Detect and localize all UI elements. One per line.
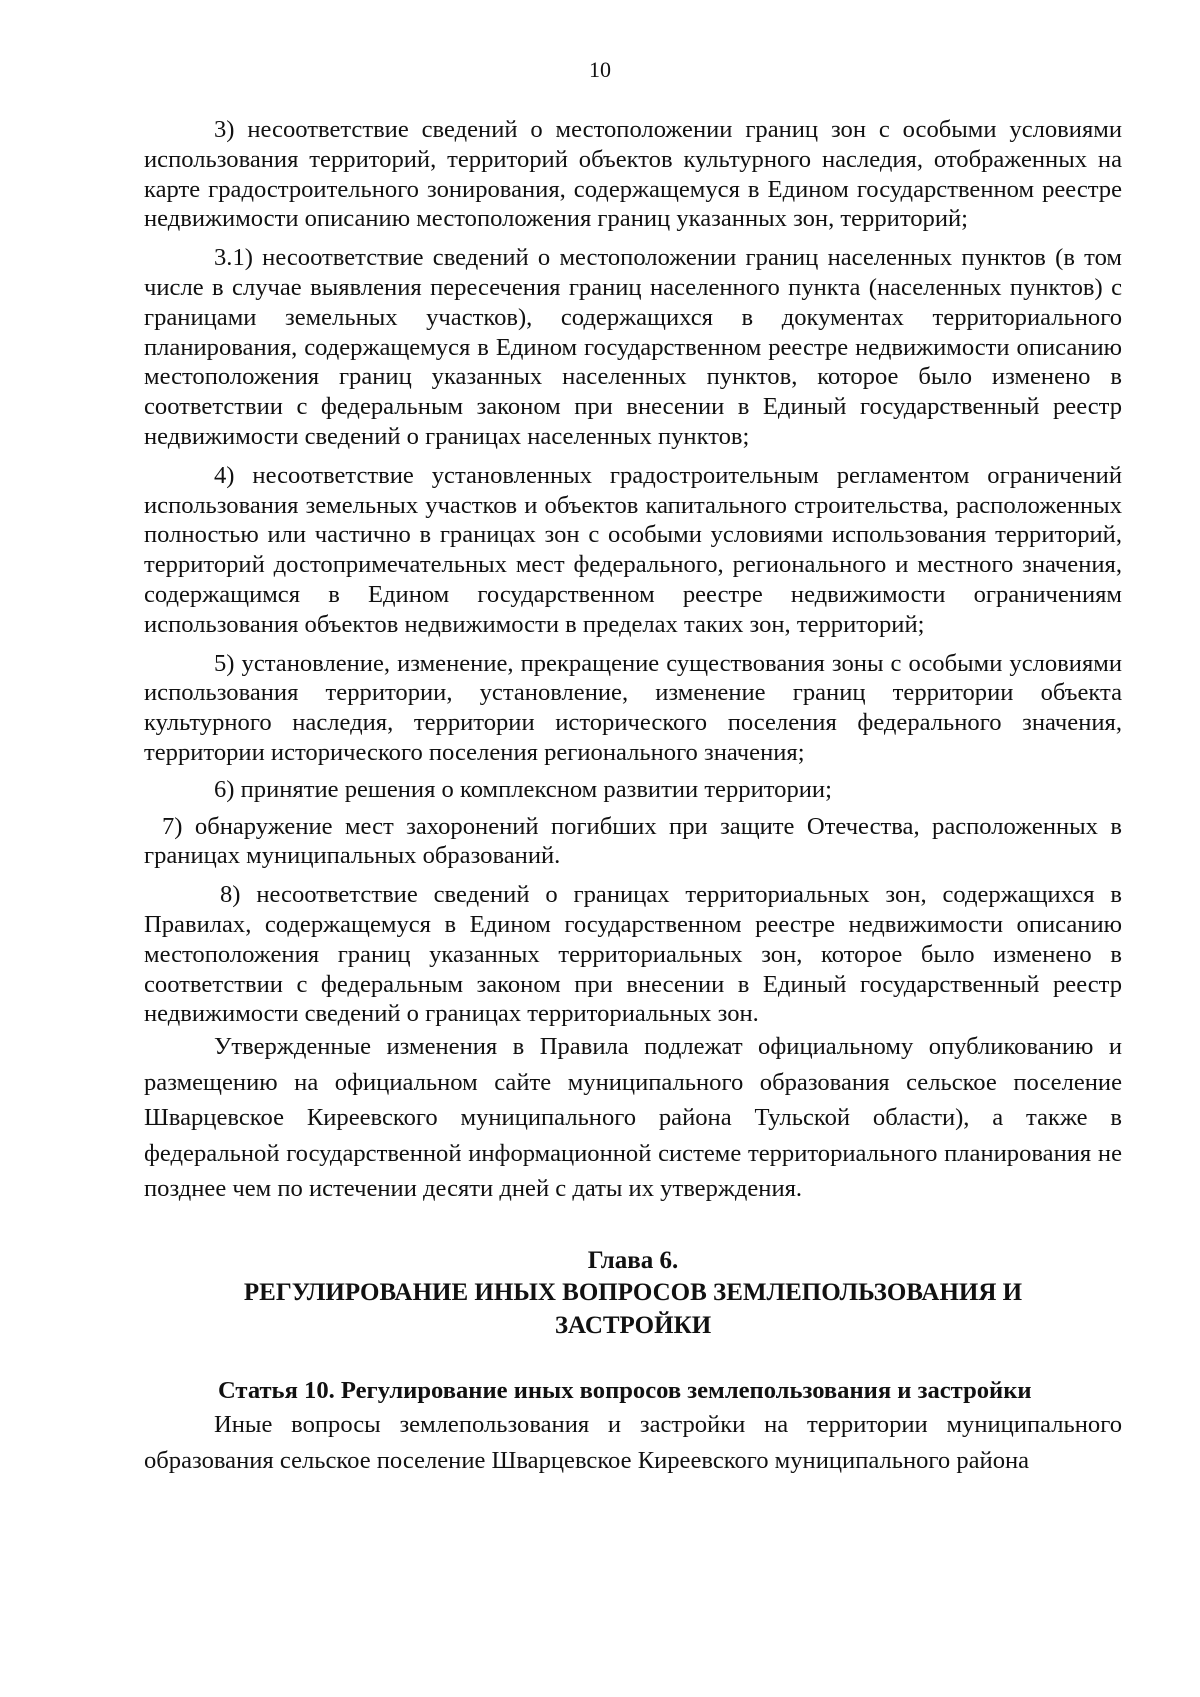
paragraph-item-4: 4) несоответствие установленных градостроительным регламентом ограничений использования земельных участков и объектов капитального строительства, расположенных полностью или частично в границах зон с особыми условиями использования территорий, территорий достопримечательных мест федерального, регионального и местного значения, содержащимся в Едином государственном реестре недвижимости ограничениям использования объектов недвижимости в пределах таких зон, территорий;	[144, 461, 1122, 638]
paragraph-item-5: 5) установление, изменение, прекращение существования зоны с особыми условиями использования территории, установление, изменение границ территории объекта культурного наследия, территории исторического поселения федерального значения, территории исторического поселения регионального значения;	[144, 649, 1122, 766]
paragraph-item-7: 7) обнаружение мест захоронений погибших при защите Отечества, расположенных в границах муниципальных образований.	[144, 812, 1122, 870]
article-title: Статья 10. Регулирование иных вопросов землепользования и застройки	[218, 1377, 1032, 1405]
paragraph-publication: Утвержденные изменения в Правила подлежат официальному опубликованию и размещению на официальном сайте муниципального образования сельское поселение Шварцевское Киреевского муниципального района Тульской области), а также в федеральной государственной информационной системе территориального планирования не позднее чем по истечении десяти дней с даты их утверждения.	[144, 1033, 1122, 1203]
article-text: Иные вопросы землепользования и застройки на территории муниципального образования сельское поселение Шварцевское Киреевского муниципального района	[144, 1411, 1122, 1474]
chapter-number: Глава 6.	[587, 1246, 679, 1274]
paragraph-item-8: 8) несоответствие сведений о границах территориальных зон, содержащихся в Правилах, содержащемуся в Едином государственном реестре недвижимости описанию местоположения границ указанных территориальных зон, которое было изменено в соответствии с федеральным законом при внесении в Единый государственный реестр недвижимости сведений о границах территориальных зон.	[144, 881, 1122, 1028]
chapter-title-line-1: РЕГУЛИРОВАНИЕ ИНЫХ ВОПРОСОВ ЗЕМЛЕПОЛЬЗОВАНИЯ И	[243, 1279, 1023, 1307]
document-body	[144, 115, 1122, 1478]
chapter-heading	[144, 1245, 1122, 1343]
page-number: 10	[589, 57, 611, 82]
chapter-title-line-2: ЗАСТРОЙКИ	[554, 1311, 712, 1339]
paragraph-item-3: 3) несоответствие сведений о местоположении границ зон с особыми условиями использования территорий, территорий объектов культурного наследия, отображенных на карте градостроительного зонирования, содержащемуся в Едином государственном реестре недвижимости описанию местоположения границ указанных зон, территорий;	[144, 116, 1122, 233]
paragraph-item-3-1: 3.1) несоответствие сведений о местоположении границ населенных пунктов (в том числе в случае выявления пересечения границ населенного пункта (населенных пунктов) с границами земельных участков), содержащихся в документах территориального планирования, содержащемуся в Едином государственном реестре недвижимости описанию местоположения границ указанных населенных пунктов, которое было изменено в соответствии с федеральным законом при внесении в Единый государственный реестр недвижимости сведений о границах населенных пунктов;	[144, 244, 1122, 450]
paragraph-item-6: 6) принятие решения о комплексном развитии территории;	[214, 775, 832, 803]
